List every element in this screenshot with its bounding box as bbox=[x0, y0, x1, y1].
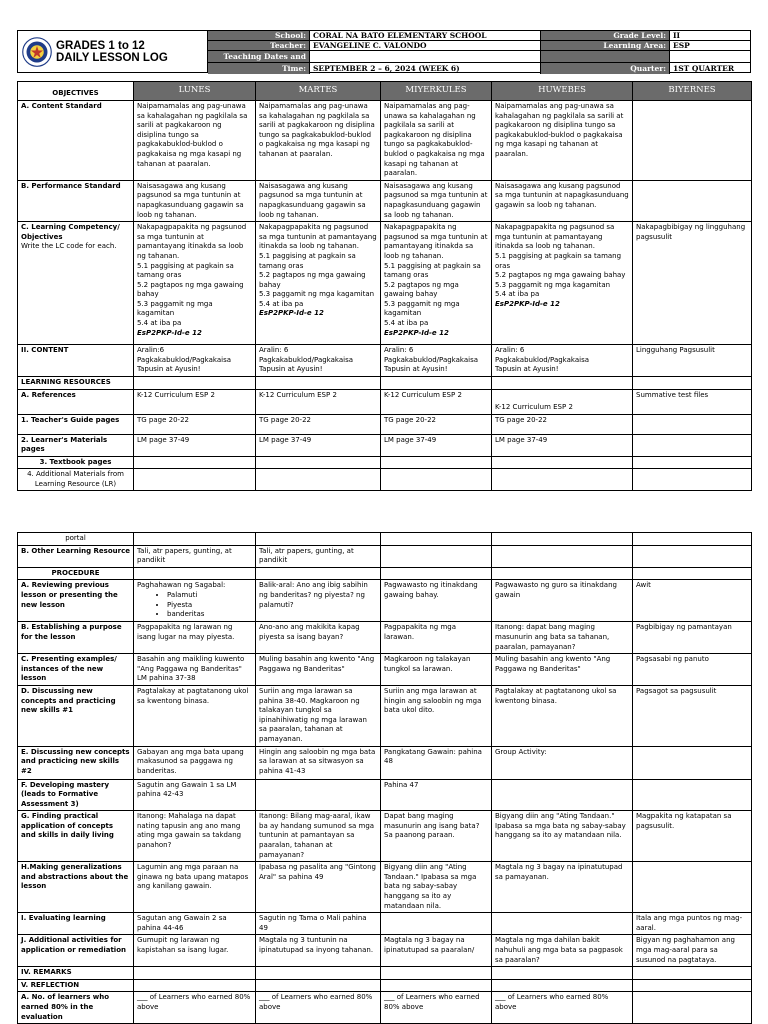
learning-area-value: ESP bbox=[670, 41, 750, 51]
list-item: • Piyesta bbox=[167, 601, 252, 611]
performance-standard-row bbox=[18, 180, 752, 221]
cell: Awit bbox=[633, 580, 752, 622]
aralin: Aralin: 6 bbox=[384, 346, 414, 355]
cell: Pagpapakita ng mga larawan. bbox=[381, 622, 492, 654]
lc-code: EsP2PKP-Id-e 12 bbox=[259, 309, 324, 318]
cell: Naipamamalas ang pag-unawa sa kahalagahan ng pagkilala sa sarili at pagkakaroon ng disiplina tungo sa pagkakabuklod-buklod o pagkakaisa ng mga kasapi ng tahanan at paaralan. bbox=[134, 101, 256, 181]
cell: Gabayan ang mga bata upang makasunod sa paggawa ng banderitas. bbox=[134, 746, 256, 779]
cell: Pagbibigay ng pamantayan bbox=[633, 622, 752, 654]
content-standard-row bbox=[18, 101, 752, 181]
reviewing-row bbox=[18, 580, 752, 622]
row-label: PROCEDURE bbox=[18, 567, 134, 580]
competency-item: 5.4 at iba pa bbox=[384, 319, 429, 328]
vocabulary-intro: Paghahawan ng Sagabal: bbox=[137, 581, 226, 590]
teacher-label: Teacher: bbox=[208, 41, 310, 51]
row-label: B. Performance Standard bbox=[18, 180, 134, 221]
textbook-row bbox=[18, 456, 752, 469]
cell bbox=[492, 222, 633, 345]
lesson-title: Pagkakabuklod/Pagkakaisa bbox=[259, 355, 354, 364]
cell: Summative test files bbox=[633, 389, 752, 414]
competencies-row bbox=[18, 222, 752, 345]
lc-code: EsP2PKP-Id-e 12 bbox=[137, 328, 202, 337]
cell: Itanong: dapat bang maging masunurin ang bata sa tahanan, paaralan, pamayanan? bbox=[492, 622, 633, 654]
cell: Naipamamalas ang pag-unawa sa kahalagahan ng pagkilala sa sarili at pagkakaroon ng disiplina tungo sa pagkakabuklod-buklod o pagkakaisa ng mga kasapi ng tahanan at paaralan. bbox=[492, 101, 633, 181]
row-label: B. Other Learning Resource bbox=[18, 545, 134, 567]
cell: Suriin ang mga larawan at hingin ang saloobin ng mga bata ukol dito. bbox=[381, 685, 492, 746]
school-label: School: bbox=[208, 31, 310, 41]
row-label: II. CONTENT bbox=[18, 345, 134, 377]
cell bbox=[633, 862, 752, 913]
examples-row bbox=[18, 654, 752, 686]
day-miyerkules: MIYERKULES bbox=[381, 82, 492, 101]
vocabulary-list bbox=[137, 591, 252, 620]
title-line-1: GRADES 1 to 12 bbox=[56, 39, 145, 52]
cell bbox=[134, 222, 256, 345]
cell: Pagtalakay at pagtatanong ukol sa kwentong binasa. bbox=[134, 685, 256, 746]
title-line-2: DAILY LESSON LOG bbox=[56, 51, 168, 64]
lesson-log-table-page-1 bbox=[17, 81, 752, 491]
grade-label: Grade Level: bbox=[541, 31, 670, 41]
time-label: Time: bbox=[208, 63, 310, 74]
competency-item: 5.3 paggamit ng mga kagamitan bbox=[495, 280, 611, 289]
cell: LM page 37-49 bbox=[381, 434, 492, 456]
cell: Pagtalakay at pagtatanong ukol sa kwentong binasa. bbox=[492, 685, 633, 746]
lc-code: EsP2PKP-Id-e 12 bbox=[495, 299, 560, 308]
cell: LM page 37-49 bbox=[492, 434, 633, 456]
cell: Pagsasabi ng panuto bbox=[633, 654, 752, 686]
cell: Pangkatang Gawain: pahina 48 bbox=[381, 746, 492, 779]
competency-item: 5.3 paggamit ng mga kagamitan bbox=[384, 299, 460, 318]
cell bbox=[633, 434, 752, 456]
cell: Bigyan ng paghahamon ang mga mag-aaral para sa susunod na pagtataya. bbox=[633, 935, 752, 967]
dates-value: SEPTEMBER 2 – 6, 2024 (WEEK 6) bbox=[310, 63, 541, 74]
cell: Naisasagawa ang kusang pagsunod sa mga tuntunin at napagkasunduang gagawin sa loob ng tahanan. bbox=[381, 180, 492, 221]
lc-code: EsP2PKP-Id-e 12 bbox=[384, 328, 449, 337]
cell: LM page 37-49 bbox=[134, 434, 256, 456]
competency-item: 5.4 at iba pa bbox=[259, 299, 304, 308]
cell: Naisasagawa ang kusang pagsunod sa mga tuntunin at napagkasunduang gagawin sa loob ng tahanan. bbox=[492, 180, 633, 221]
quarter-label: Quarter: bbox=[541, 63, 670, 74]
cell: Bigyang diin ang "Ating Tandaan." Ipabasa sa mga bata ng sabay-sabay hanggang sa ito ay matandaan nila. bbox=[492, 811, 633, 862]
cell: TG page 20-22 bbox=[492, 414, 633, 434]
cell: Ipabasa ng pasalita ang "Gintong Aral" sa pahina 49 bbox=[256, 862, 381, 913]
cell: K-12 Curriculum ESP 2 bbox=[492, 389, 633, 414]
competency-item: 5.4 at iba pa bbox=[495, 290, 540, 299]
competency-intro: Nakapagpapakita ng pagsunod sa mga tuntunin at pamantayang itinakda sa loob ng tahanan. bbox=[137, 223, 247, 260]
cell: Naisasagawa ang kusang pagsunod sa mga tuntunin at napagkasunduang gagawin sa loob ng tahanan. bbox=[134, 180, 256, 221]
cell: Nakapagbibigay ng lingguhang pagsusulit bbox=[633, 222, 752, 345]
competency-item: 5.1 paggising at pagkain sa tamang oras bbox=[495, 251, 622, 270]
cell: K-12 Curriculum ESP 2 bbox=[134, 389, 256, 414]
row-label: C. Presenting examples/ instances of the new lesson bbox=[18, 654, 134, 686]
row-label: 4. Additional Materials from Learning Resource (LR) bbox=[18, 469, 134, 491]
cell: LM page 37-49 bbox=[256, 434, 381, 456]
competency-intro: Nakapagpapakita ng pagsunod sa mga tuntunin at pamantayang itinakda sa loob ng tahanan. bbox=[259, 223, 377, 251]
cell bbox=[492, 545, 633, 567]
cell: TG page 20-22 bbox=[256, 414, 381, 434]
cell: TG page 20-22 bbox=[134, 414, 256, 434]
cell: Magtala ng mga dahilan bakit nahuhuli ang mga bata sa pagpasok sa paaralan? bbox=[492, 935, 633, 967]
cell: Bigyang diin ang "Ating Tandaan." Ipabasa sa mga bata ng sabay-sabay hanggang sa ito ay matandaan nila. bbox=[381, 862, 492, 913]
cell bbox=[381, 222, 492, 345]
cell: Sagutan ang Gawain 2 sa pahina 44-46 bbox=[134, 913, 256, 935]
row-label: A. Content Standard bbox=[18, 101, 134, 181]
row-label: H.Making generalizations and abstractions about the lesson bbox=[18, 862, 134, 913]
cell: Pahina 47 bbox=[381, 779, 492, 811]
dates-label: Teaching Dates and bbox=[208, 51, 310, 63]
cell: Muling basahin ang kwento "Ang Paggawa ng Banderitas" bbox=[492, 654, 633, 686]
row-label: LEARNING RESOURCES bbox=[18, 376, 134, 389]
row-label: J. Additional activities for application or remediation bbox=[18, 935, 134, 967]
log-title bbox=[56, 40, 168, 64]
reflection-row bbox=[18, 979, 752, 992]
cell bbox=[256, 779, 381, 811]
cell: Magkaroon ng talakayan tungkol sa larawan. bbox=[381, 654, 492, 686]
competency-item: 5.2 pagtapos ng mga gawaing bahay bbox=[259, 271, 366, 289]
generalizations-row bbox=[18, 862, 752, 913]
cell bbox=[633, 180, 752, 221]
cell: Ano-ano ang makikita kapag piyesta sa isang bayan? bbox=[256, 622, 381, 654]
cell: ___ of Learners who earned 80% above bbox=[492, 992, 633, 1024]
cell: ___ of Learners who earned 80% above bbox=[134, 992, 256, 1024]
aralin: Aralin: 6 bbox=[495, 346, 525, 355]
cell bbox=[633, 746, 752, 779]
cell: ___ of Learners who earned 80% above bbox=[381, 992, 492, 1024]
lesson-log-table-page-2 bbox=[17, 532, 752, 1024]
cell bbox=[633, 414, 752, 434]
row-label: D. Discussing new concepts and practicing new skills #1 bbox=[18, 685, 134, 746]
cell: TG page 20-22 bbox=[381, 414, 492, 434]
logo-title-block bbox=[18, 31, 208, 72]
lesson-subtitle: Tapusin at Ayusin! bbox=[259, 365, 323, 374]
row-label: A. Reviewing previous lesson or presenting the new lesson bbox=[18, 580, 134, 622]
school-value: CORAL NA BATO ELEMENTARY SCHOOL bbox=[310, 31, 541, 41]
cell: Pagwawasto ng itinakdang gawaing bahay. bbox=[381, 580, 492, 622]
learning-area-label: Learning Area: bbox=[541, 41, 670, 51]
competency-item: 5.2 pagtapos ng mga gawaing bahay bbox=[137, 280, 244, 299]
competency-item: 5.2 pagtapos ng mga gawaing bahay bbox=[384, 280, 459, 299]
row-label: 1. Teacher's Guide pages bbox=[18, 414, 134, 434]
cell bbox=[134, 345, 256, 377]
cell: Lagumin ang mga paraan na ginawa ng bata upang matapos ang kanilang gawain. bbox=[134, 862, 256, 913]
quarter-value: 1ST QUARTER bbox=[673, 64, 735, 73]
row-label: V. REFLECTION bbox=[18, 979, 134, 992]
additional-activities-row bbox=[18, 935, 752, 967]
procedure-heading-row bbox=[18, 567, 752, 580]
lesson-subtitle: Tapusin at Ayusin! bbox=[495, 365, 559, 374]
cell bbox=[633, 101, 752, 181]
list-item: • banderitas bbox=[167, 610, 252, 620]
cell bbox=[633, 779, 752, 811]
cell bbox=[381, 913, 492, 935]
lesson-subtitle: Tapusin at Ayusin! bbox=[384, 365, 448, 374]
remarks-row bbox=[18, 967, 752, 980]
competency-item: 5.3 paggamit ng mga kagamitan bbox=[137, 299, 213, 318]
cell: Gumupit ng larawan ng kapistahan sa isang lugar. bbox=[134, 935, 256, 967]
cell: Magpakita ng katapatan sa pagsusulit. bbox=[633, 811, 752, 862]
cell bbox=[134, 580, 256, 622]
resources-heading-row bbox=[18, 376, 752, 389]
row-label: A. No. of learners who earned 80% in the evaluation bbox=[18, 992, 134, 1024]
lesson-subtitle: Tapusin at Ayusin! bbox=[137, 365, 201, 374]
learners-materials-row bbox=[18, 434, 752, 456]
content-row bbox=[18, 345, 752, 377]
discussing-1-row bbox=[18, 685, 752, 746]
cell: Muling basahin ang kwento "Ang Paggawa ng Banderitas" bbox=[256, 654, 381, 686]
cell: Naipamamalas ang pag-unawa sa kahalagahan ng pagkilala sa sarili at pagkakaroon ng disiplina tungo sa pagkakabuklod-buklod o pagkakaisa ng mga kasapi ng tahanan at paaralan. bbox=[381, 101, 492, 181]
cell bbox=[633, 545, 752, 567]
lesson-title: Pagkakabuklod/Pagkakaisa bbox=[137, 355, 232, 364]
header-info-grid bbox=[208, 31, 750, 72]
cell bbox=[492, 913, 633, 935]
references-row bbox=[18, 389, 752, 414]
cell bbox=[381, 545, 492, 567]
day-biyernes: BIYERNES bbox=[633, 82, 752, 101]
cell bbox=[492, 345, 633, 377]
row-label: G. Finding practical application of concepts and skills in daily living bbox=[18, 811, 134, 862]
competency-item: 5.2 pagtapos ng mga gawaing bahay bbox=[495, 271, 626, 280]
cell bbox=[256, 222, 381, 345]
list-item: • Palamuti bbox=[167, 591, 252, 601]
cell: Naipamamalas ang pag-unawa sa kahalagahan ng pagkilala sa sarili at pagkakaroon ng disiplina tungo sa pagkakabuklod-buklod o pagkakaisa ng mga kasapi ng tahanan at paaralan. bbox=[256, 101, 381, 181]
purpose-row bbox=[18, 622, 752, 654]
row-label: A. References bbox=[18, 389, 134, 414]
learners-80-row bbox=[18, 992, 752, 1024]
teacher-value: EVANGELINE C. VALONDO bbox=[310, 41, 541, 51]
competency-label: C. Learning Competency/ Objectives bbox=[21, 223, 120, 241]
cell: Itanong: Bilang mag-aaral, ikaw ba ay handang sumunod sa mga tuntunin at pamantayan sa paaralan, tahanan at pamayanan? bbox=[256, 811, 381, 862]
discussing-2-row bbox=[18, 746, 752, 779]
aralin: Aralin:6 bbox=[137, 346, 165, 355]
teachers-guide-row bbox=[18, 414, 752, 434]
lesson-title: Pagkakabuklod/Pagkakaisa bbox=[384, 355, 479, 364]
cell bbox=[492, 779, 633, 811]
row-label: I. Evaluating learning bbox=[18, 913, 134, 935]
cell: Tali, atr papers, gunting, at pandikit bbox=[256, 545, 381, 567]
row-label: IV. REMARKS bbox=[18, 967, 134, 980]
day-lunes: LUNES bbox=[134, 82, 256, 101]
competency-item: 5.1 paggising at pagkain sa tamang oras bbox=[384, 261, 481, 280]
row-label: B. Establishing a purpose for the lesson bbox=[18, 622, 134, 654]
cell: Naisasagawa ang kusang pagsunod sa mga tuntunin at napagkasunduang gagawin sa loob ng tahanan. bbox=[256, 180, 381, 221]
cell: Pagsagot sa pagsusulit bbox=[633, 685, 752, 746]
cell: Dapat bang maging masunurin ang isang bata? Sa paanong paraan. bbox=[381, 811, 492, 862]
row-label: 3. Textbook pages bbox=[18, 456, 134, 469]
row-label: portal bbox=[18, 533, 134, 546]
cell bbox=[381, 345, 492, 377]
competency-intro: Nakapagpapakita ng pagsunod sa mga tuntunin at pamantayang itinakda sa loob ng tahanan. bbox=[384, 223, 488, 260]
lc-code-note: Write the LC code for each. bbox=[21, 242, 117, 251]
day-header-row bbox=[18, 82, 752, 101]
competency-item: 5.1 paggising at pagkain sa tamang oras bbox=[259, 251, 356, 270]
lesson-title: Pagkakabuklod/Pagkakaisa bbox=[495, 355, 590, 364]
cell: Magtala ng 3 bagay na ipinatutupad sa paaralan/ bbox=[381, 935, 492, 967]
cell: K-12 Curriculum ESP 2 bbox=[381, 389, 492, 414]
competency-item: 5.3 paggamit ng mga kagamitan bbox=[259, 290, 375, 299]
day-martes: MARTES bbox=[256, 82, 381, 101]
cell: Pagwawasto ng guro sa itinakdang gawain bbox=[492, 580, 633, 622]
cell: Itanong: Mahalaga na dapat nating tapusin ang ano mang ating mga gawain sa takdang panahon? bbox=[134, 811, 256, 862]
row-label bbox=[18, 222, 134, 345]
cell: ___ of Learners who earned 80% above bbox=[256, 992, 381, 1024]
cell: Sagutin ang Gawain 1 sa LM pahina 42-43 bbox=[134, 779, 256, 811]
row-label: F. Developing mastery (leads to Formative Assessment 3) bbox=[18, 779, 134, 811]
competency-item: 5.1 paggising at pagkain sa tamang oras bbox=[137, 261, 234, 280]
cell: Pagpapakita ng larawan ng isang lugar na may piyesta. bbox=[134, 622, 256, 654]
cell: Hingin ang saloobin ng mga bata sa larawan at sa sitwasyon sa pahina 41-43 bbox=[256, 746, 381, 779]
cell: Magtala ng 3 bagay na ipinatutupad sa pamayanan. bbox=[492, 862, 633, 913]
applications-row bbox=[18, 811, 752, 862]
other-resource-row bbox=[18, 545, 752, 567]
cell: Basahin ang maikling kuwento "Ang Paggawa ng Banderitas" LM pahina 37-38 bbox=[134, 654, 256, 686]
cell: Tali, atr papers, gunting, at pandikit bbox=[134, 545, 256, 567]
additional-materials-row bbox=[18, 469, 752, 491]
aralin: Aralin: 6 bbox=[259, 346, 289, 355]
cell bbox=[256, 345, 381, 377]
cell: Itala ang mga puntos ng mag-aaral. bbox=[633, 913, 752, 935]
grade-value: II bbox=[670, 31, 750, 41]
cell: Suriin ang mga larawan sa pahina 38-40. Magkaroon ng talakayan tungkol sa ipinahihiwatig ng mga larawan sa paaralan, tahanan at pamayanan. bbox=[256, 685, 381, 746]
cell: Balik-aral: Ano ang ibig sabihin ng banderitas? ng piyesta? ng palamuti? bbox=[256, 580, 381, 622]
competency-intro: Nakapagpapakita ng pagsunod sa mga tuntunin at pamantayang itinakda sa loob ng tahanan. bbox=[495, 223, 615, 251]
row-label: E. Discussing new concepts and practicing new skills #2 bbox=[18, 746, 134, 779]
cell: Group Activity: bbox=[492, 746, 633, 779]
evaluating-row bbox=[18, 913, 752, 935]
deped-seal-icon bbox=[22, 37, 52, 67]
objectives-label: OBJECTIVES bbox=[18, 82, 134, 101]
cell: Lingguhang Pagsusulit bbox=[633, 345, 752, 377]
cell: K-12 Curriculum ESP 2 bbox=[256, 389, 381, 414]
cell: Magtala ng 3 tuntunin na ipinatutupad sa inyong tahanan. bbox=[256, 935, 381, 967]
cell bbox=[633, 992, 752, 1024]
portal-continuation-row bbox=[18, 533, 752, 546]
mastery-row bbox=[18, 779, 752, 811]
row-label: 2. Learner's Materials pages bbox=[18, 434, 134, 456]
lesson-log-header bbox=[17, 30, 751, 73]
competency-item: 5.4 at iba pa bbox=[137, 319, 182, 328]
cell: Sagutin ng Tama o Mali pahina 49 bbox=[256, 913, 381, 935]
day-huwebes: HUWEBES bbox=[492, 82, 633, 101]
